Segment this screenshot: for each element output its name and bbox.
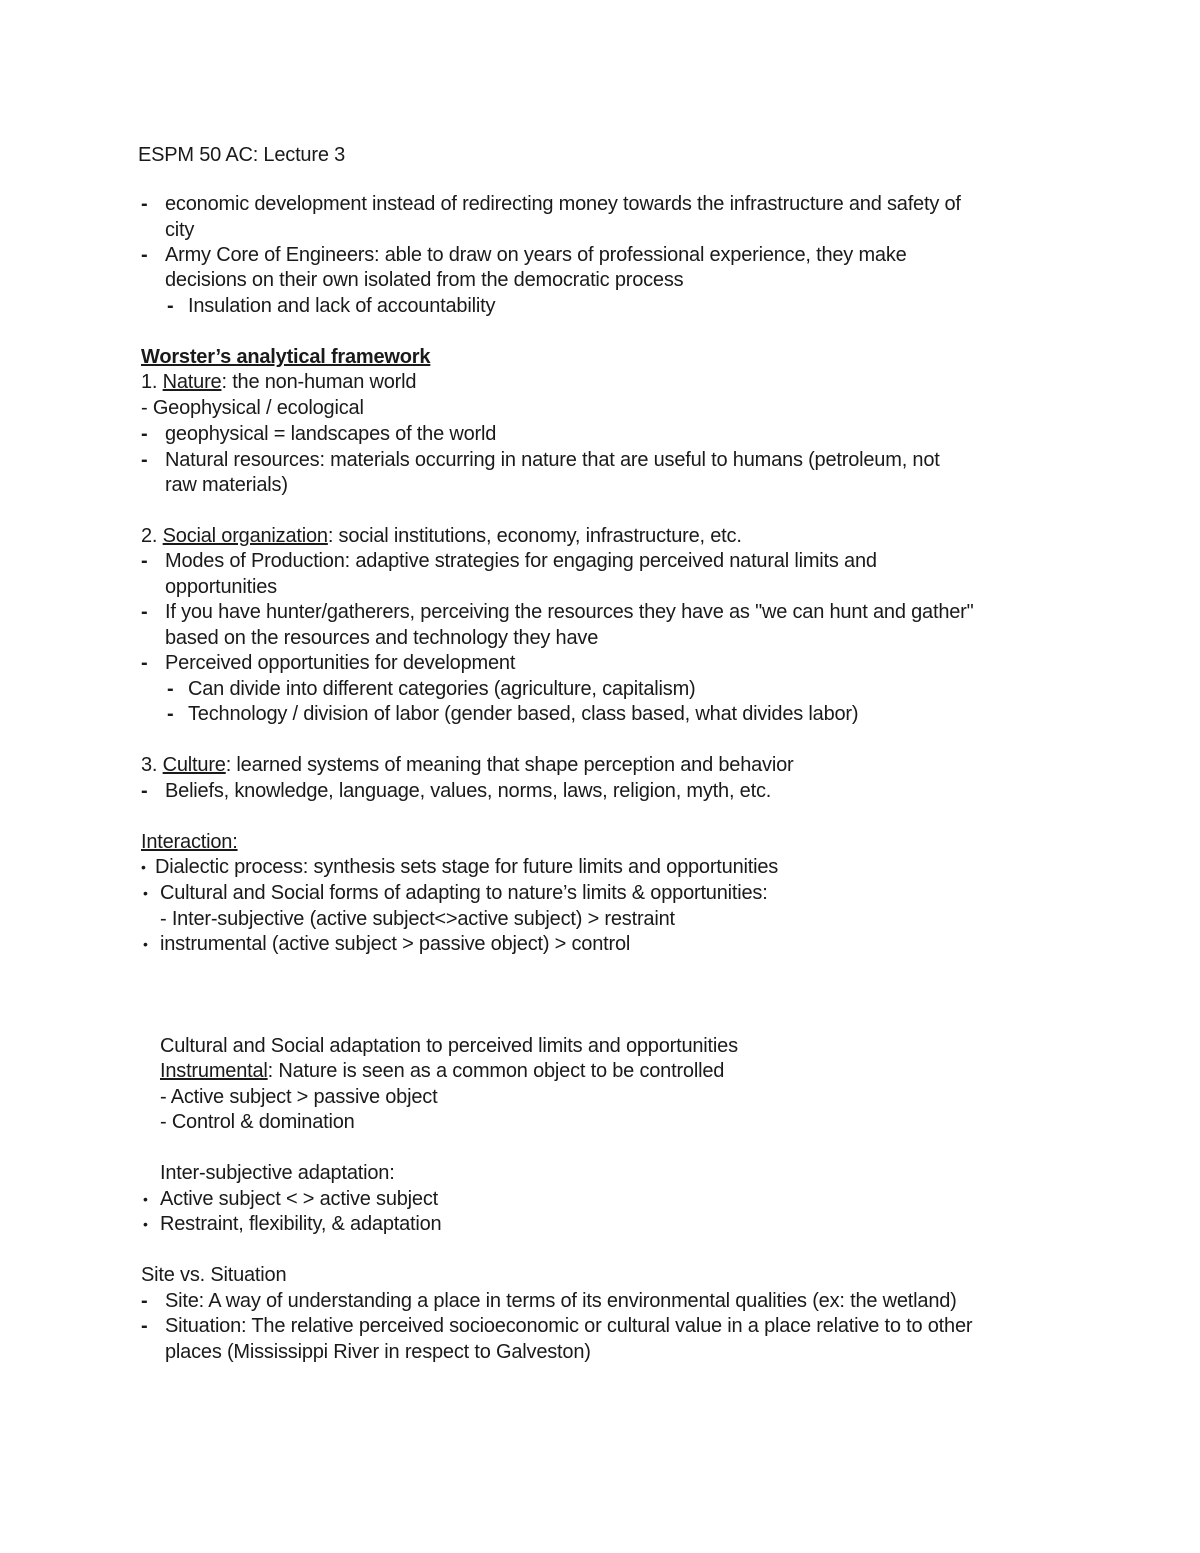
dash-bullet: - [141,423,148,445]
dot-bullet: • [143,1216,148,1232]
intro-line-3: Insulation and lack of accountability [188,295,496,317]
nature-bullet-3b: raw materials) [165,474,288,496]
intro-line-2: Army Core of Engineers: able to draw on years of professional experience, they make [165,244,907,266]
intro-line-1: economic development instead of redirecting money towards the infrastructure and safety of [165,193,961,215]
instrumental-definition: : Nature is seen as a common object to be controlled [267,1060,725,1082]
instrumental-bullet-2: - Control & domination [160,1111,355,1133]
interaction-bullet-3: - Inter-subjective (active subject<>active subject) > restraint [160,908,675,930]
site-heading: Site vs. Situation [141,1264,287,1286]
social-bullet-1: Modes of Production: adaptive strategies for engaging perceived natural limits and [165,550,877,572]
social-number: 2. [141,525,158,547]
social-bullet-1b: opportunities [165,576,277,598]
framework-heading: Worster’s analytical framework [141,346,431,368]
nature-line [141,370,416,395]
document-title: ESPM 50 AC: Lecture 3 [138,144,346,166]
culture-line [141,753,793,778]
dash-bullet: - [167,703,174,725]
culture-bullet-1: Beliefs, knowledge, language, values, norms, laws, religion, myth, etc. [165,780,772,802]
nature-bullet-1: - Geophysical / ecological [141,397,364,419]
social-definition: : social institutions, economy, infrastructure, etc. [327,525,742,547]
social-bullet-4: Can divide into different categories (agriculture, capitalism) [188,678,696,700]
nature-number: 1. [141,371,158,393]
dot-bullet: • [143,1191,148,1207]
dash-bullet: - [141,244,148,266]
dash-bullet: - [167,295,174,317]
nature-bullet-2: geophysical = landscapes of the world [165,423,497,445]
social-bullet-3: Perceived opportunities for development [165,652,516,674]
interaction-bullet-1: Dialectic process: synthesis sets stage for future limits and opportunities [155,856,779,878]
dot-bullet: • [143,885,148,901]
intro-line-1b: city [165,219,195,241]
dash-bullet: - [141,449,148,471]
interaction-heading: Interaction: [141,831,238,853]
interaction-bullet-2: Cultural and Social forms of adapting to nature’s limits & opportunities: [160,882,768,904]
culture-number: 3. [141,754,158,776]
dash-bullet: - [141,550,148,572]
social-line [141,524,742,549]
interaction-bullet-4: instrumental (active subject > passive object) > control [160,933,631,955]
dash-bullet: - [141,780,148,802]
dash-bullet: - [141,652,148,674]
social-term: Social organization [162,525,328,547]
nature-term: Nature [162,371,222,393]
dash-bullet: - [141,1290,148,1312]
instrumental-line [160,1059,724,1084]
dot-bullet: • [141,859,146,875]
nature-bullet-3: Natural resources: materials occurring in nature that are useful to humans (petroleum, not [165,449,940,471]
site-bullet-2: Situation: The relative perceived socioeconomic or cultural value in a place relative to to other [165,1315,973,1337]
instrumental-bullet-1: - Active subject > passive object [160,1086,438,1108]
culture-term: Culture [162,754,226,776]
dash-bullet: - [167,678,174,700]
dot-bullet: • [143,936,148,952]
site-bullet-2b: places (Mississippi River in respect to Galveston) [165,1341,591,1363]
social-bullet-5: Technology / division of labor (gender based, class based, what divides labor) [188,703,859,725]
social-bullet-2: If you have hunter/gatherers, perceiving the resources they have as "we can hunt and gather" [165,601,974,623]
culture-definition: : learned systems of meaning that shape perception and behavior [225,754,794,776]
adaptation-heading: Cultural and Social adaptation to perceived limits and opportunities [160,1035,738,1057]
intersubjective-bullet-1: Active subject < > active subject [160,1188,438,1210]
site-bullet-1: Site: A way of understanding a place in terms of its environmental qualities (ex: the wetland) [165,1290,957,1312]
dash-bullet: - [141,1315,148,1337]
intersubjective-heading: Inter-subjective adaptation: [160,1162,395,1184]
intersubjective-bullet-2: Restraint, flexibility, & adaptation [160,1213,442,1235]
dash-bullet: - [141,601,148,623]
social-bullet-2b: based on the resources and technology they have [165,627,599,649]
instrumental-term: Instrumental [160,1060,268,1082]
intro-line-2b: decisions on their own isolated from the democratic process [165,269,684,291]
nature-definition: : the non-human world [221,371,417,393]
dash-bullet: - [141,193,148,215]
